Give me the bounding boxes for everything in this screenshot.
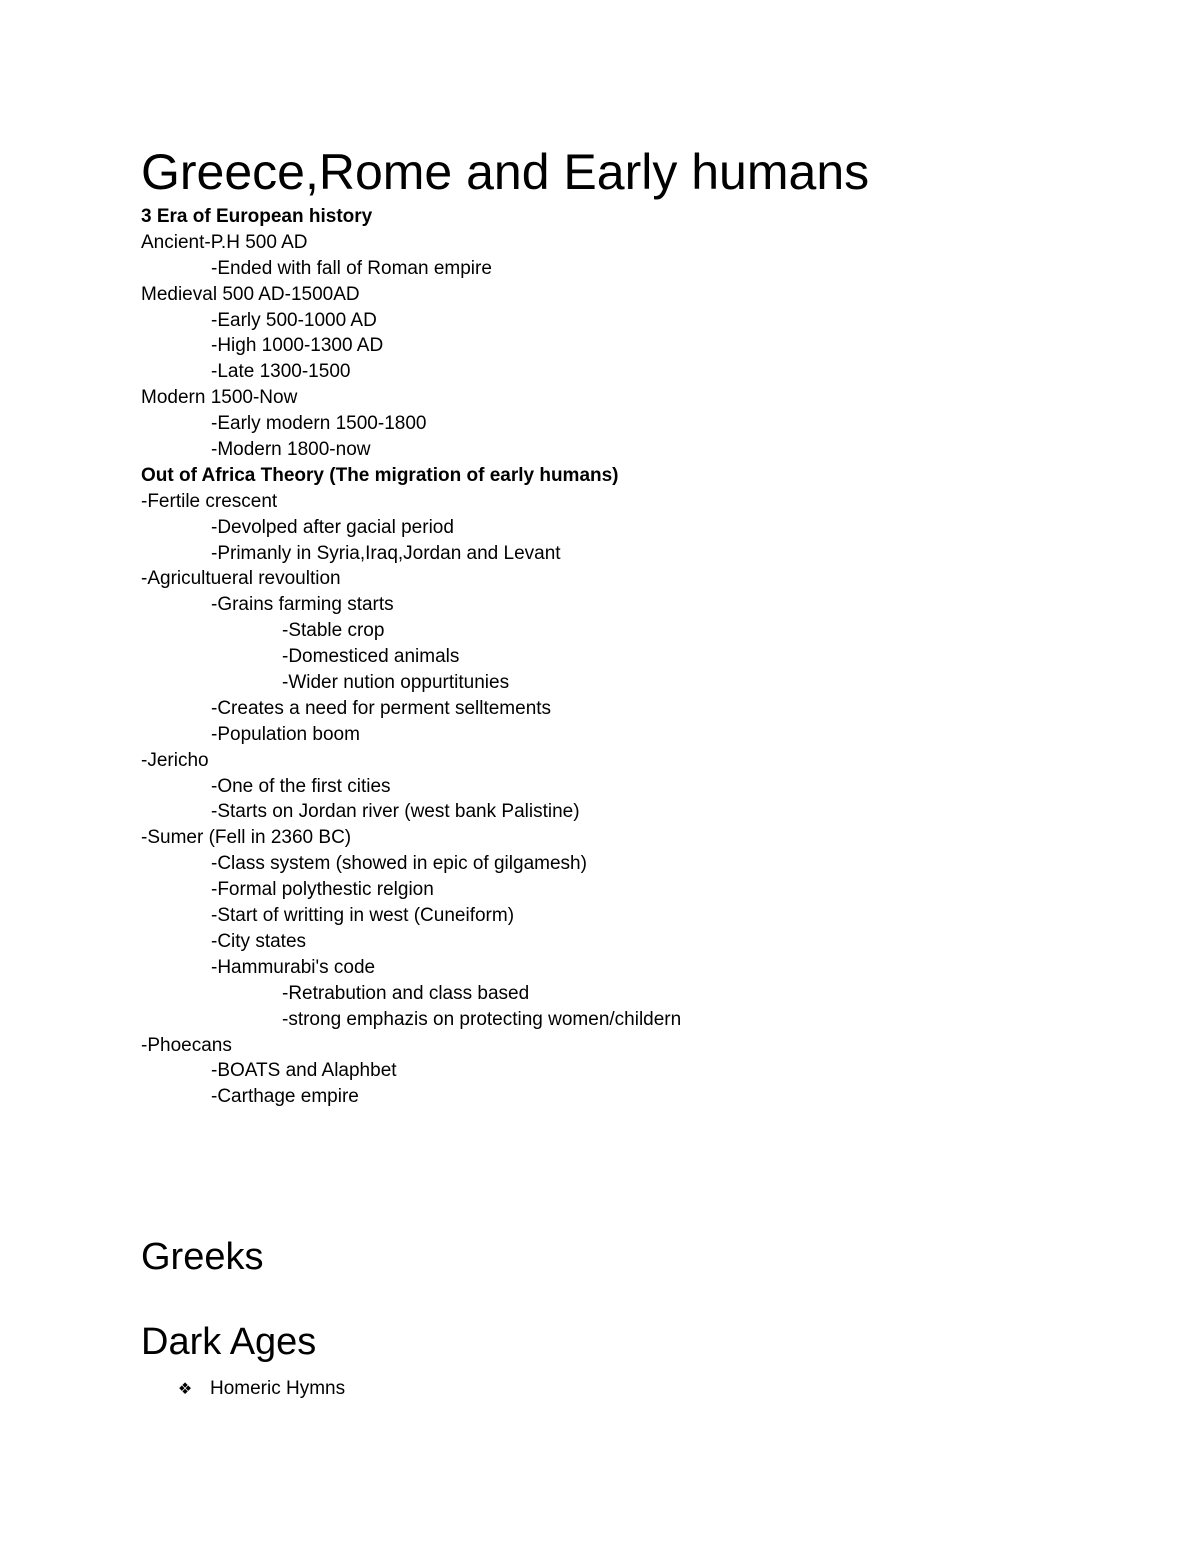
note-line: -Sumer (Fell in 2360 BC) xyxy=(141,827,352,849)
note-line: -Wider nution oppurtitunies xyxy=(282,672,510,694)
note-line: -Ended with fall of Roman empire xyxy=(211,257,492,279)
note-line: -Carthage empire xyxy=(211,1086,359,1108)
note-line: Medieval 500 AD-1500AD xyxy=(141,283,360,305)
note-line: -Fertile crescent xyxy=(141,490,278,512)
note-line: Modern 1500-Now xyxy=(141,387,298,409)
note-line: -Creates a need for perment selltements xyxy=(211,697,552,719)
note-line: -strong emphazis on protecting women/childern xyxy=(282,1008,682,1030)
note-line: -One of the first cities xyxy=(211,775,391,797)
note-line: -Formal polythestic relgion xyxy=(211,879,434,901)
note-line: -BOATS and Alaphbet xyxy=(211,1060,397,1082)
page-title: Greece,Rome and Early humans xyxy=(141,144,870,200)
note-line: -Late 1300-1500 xyxy=(211,361,351,383)
note-line: -Population boom xyxy=(211,723,360,745)
note-line: -City states xyxy=(211,930,307,952)
note-line: -Early modern 1500-1800 xyxy=(211,413,427,435)
diamond-bullet-icon: ❖ xyxy=(177,1381,193,1398)
section-heading-greeks: Greeks xyxy=(141,1236,264,1278)
note-line: -Primanly in Syria,Iraq,Jordan and Levant xyxy=(211,542,561,564)
section-subheading: 3 Era of European history xyxy=(141,206,373,227)
note-line: -Hammurabi's code xyxy=(211,956,376,978)
note-line: -Grains farming starts xyxy=(211,594,394,616)
note-line: -Stable crop xyxy=(282,620,385,642)
note-line: -Class system (showed in epic of gilgamesh) xyxy=(211,853,587,875)
notes-list xyxy=(141,204,1141,1110)
note-line: -Retrabution and class based xyxy=(282,982,530,1004)
note-line: -Phoecans xyxy=(141,1034,232,1056)
note-line: -Modern 1800-now xyxy=(211,439,371,461)
note-line: -Jericho xyxy=(141,749,209,771)
note-line: -Agricultueral revoultion xyxy=(141,568,341,590)
section-subheading: Out of Africa Theory (The migration of early humans) xyxy=(141,464,619,486)
note-line: -Devolped after gacial period xyxy=(211,516,454,538)
note-line: -High 1000-1300 AD xyxy=(211,335,384,357)
note-line: -Early 500-1000 AD xyxy=(211,309,377,331)
note-line: -Start of writting in west (Cuneiform) xyxy=(211,905,515,927)
note-line: Ancient-P.H 500 AD xyxy=(141,231,308,253)
section-heading-dark-ages: Dark Ages xyxy=(141,1321,317,1363)
list-item-text: Homeric Hymns xyxy=(210,1378,346,1399)
note-line: -Domesticed animals xyxy=(282,646,460,668)
note-line: -Starts on Jordan river (west bank Palistine) xyxy=(211,801,580,823)
list-item xyxy=(141,1375,345,1404)
